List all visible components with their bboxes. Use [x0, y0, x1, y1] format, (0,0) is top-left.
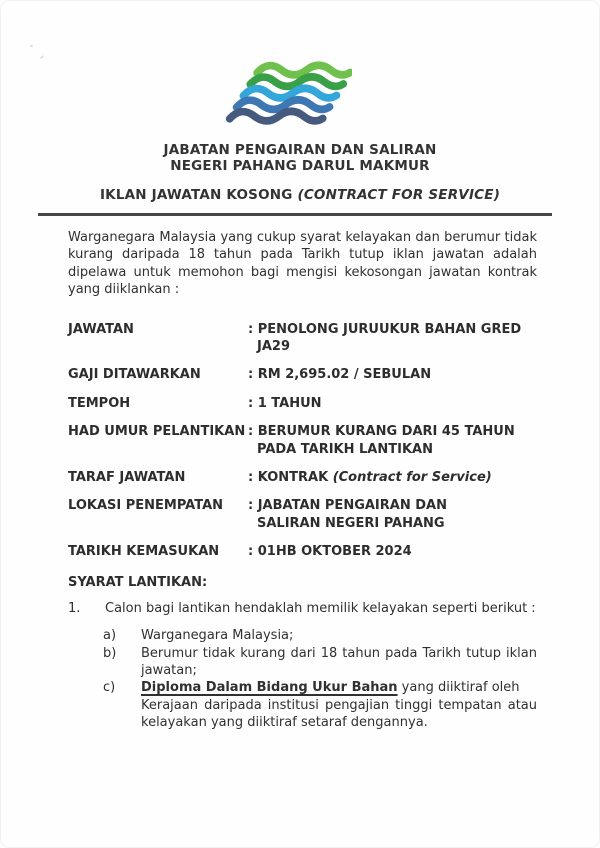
- field-value: [248, 321, 537, 356]
- field-value: [248, 543, 537, 560]
- field-label: LOKASI PENEMPATAN: [68, 498, 224, 514]
- field-label: TEMPOH: [68, 395, 131, 411]
- sub-item-c-line1: [141, 679, 537, 696]
- sub-item-c-bold-underline: Diploma Dalam Bidang Ukur Bahan: [141, 680, 398, 696]
- item-text: Calon bagi lantikan hendaklah memilik kelayakan seperti berikut :: [105, 600, 536, 616]
- document-title-italic: (CONTRACT FOR SERVICE): [297, 187, 501, 203]
- field-value-line: PADA TARIKH LANTIKAN: [257, 441, 433, 457]
- field-label: JAWATAN: [68, 321, 134, 337]
- field-value-line: : PENOLONG JURUUKUR BAHAN GRED: [248, 321, 522, 337]
- field-value-line: : 1 TAHUN: [248, 395, 322, 411]
- document-title-text: IKLAN JAWATAN KOSONG: [99, 187, 293, 203]
- intro-paragraph: Warganegara Malaysia yang cukup syarat kelayakan dan berumur tidak kurang daripada 18 tahun pada Tarikh tutup iklan jawatan adalah dipelawa untuk memohon bagi mengisi kekosongan jawatan kontrak yang diiklankan :: [68, 230, 537, 298]
- jps-waves-logo: [226, 57, 352, 127]
- sub-item-c-rest: yang diiktiraf oleh: [397, 680, 520, 696]
- field-label: TARAF JAWATAN: [68, 470, 186, 486]
- field-value-italic: (Contract for Service): [332, 470, 492, 486]
- document-body: [0, 229, 600, 732]
- field-value-line: SALIRAN NEGERI PAHANG: [257, 515, 445, 531]
- field-row-tempoh: [68, 395, 537, 412]
- field-value-text: : KONTRAK: [248, 470, 333, 486]
- sub-item-list: [103, 627, 537, 731]
- sub-item-text: [141, 679, 537, 731]
- field-value: [248, 395, 537, 412]
- sub-item-letter: c): [103, 680, 116, 696]
- field-row-taraf: [68, 469, 537, 486]
- syarat-lantikan-heading: SYARAT LANTIKAN:: [68, 574, 208, 590]
- job-details-table: [68, 321, 537, 561]
- field-row-lokasi: [68, 497, 537, 532]
- field-row-tarikh: [68, 543, 537, 560]
- sub-item-c-continuation: Kerajaan daripada institusi pengajian tinggi tempatan atau kelayakan yang diiktiraf setaraf dengannya.: [141, 697, 537, 731]
- sub-item-letter: a): [103, 628, 117, 644]
- field-value-line: JA29: [257, 339, 290, 355]
- org-name-line1: JABATAN PENGAIRAN DAN SALIRAN: [163, 142, 437, 158]
- logo-container: [0, 0, 600, 127]
- sub-item-c: [103, 679, 537, 731]
- field-row-jawatan: [68, 321, 537, 356]
- field-value: [248, 366, 537, 383]
- field-value: [248, 469, 537, 486]
- field-value-line: : BERUMUR KURANG DARI 45 TAHUN: [248, 424, 515, 440]
- field-value-line: : JABATAN PENGAIRAN DAN: [248, 498, 447, 514]
- field-value: [248, 497, 537, 532]
- field-value-line: [248, 469, 537, 486]
- sub-item-letter: b): [103, 645, 117, 661]
- sub-item-text: Warganegara Malaysia;: [141, 628, 294, 644]
- document-title: [0, 187, 600, 203]
- org-header: [0, 142, 600, 174]
- sub-item-text: Berumur tidak kurang dari 18 tahun pada Tarikh tutup iklan jawatan;: [141, 645, 537, 678]
- org-name-line2: NEGERI PAHANG DARUL MAKMUR: [170, 158, 430, 174]
- field-label: HAD UMUR PELANTIKAN: [68, 424, 246, 440]
- field-label: GAJI DITAWARKAN: [68, 367, 201, 383]
- wave-1-icon: [257, 65, 350, 75]
- sub-item-a: [103, 627, 537, 644]
- field-row-had-umur: [68, 423, 537, 458]
- field-value-line: : 01HB OKTOBER 2024: [248, 544, 412, 560]
- field-value-line: : RM 2,695.02 / SEBULAN: [248, 367, 432, 383]
- item-number: 1.: [68, 600, 81, 616]
- numbered-item-1: [68, 600, 537, 617]
- field-row-gaji: [68, 366, 537, 383]
- field-value: [248, 423, 537, 458]
- field-label: TARIKH KEMASUKAN: [68, 544, 220, 560]
- sub-item-b: [103, 645, 537, 680]
- divider-rule: [38, 213, 552, 216]
